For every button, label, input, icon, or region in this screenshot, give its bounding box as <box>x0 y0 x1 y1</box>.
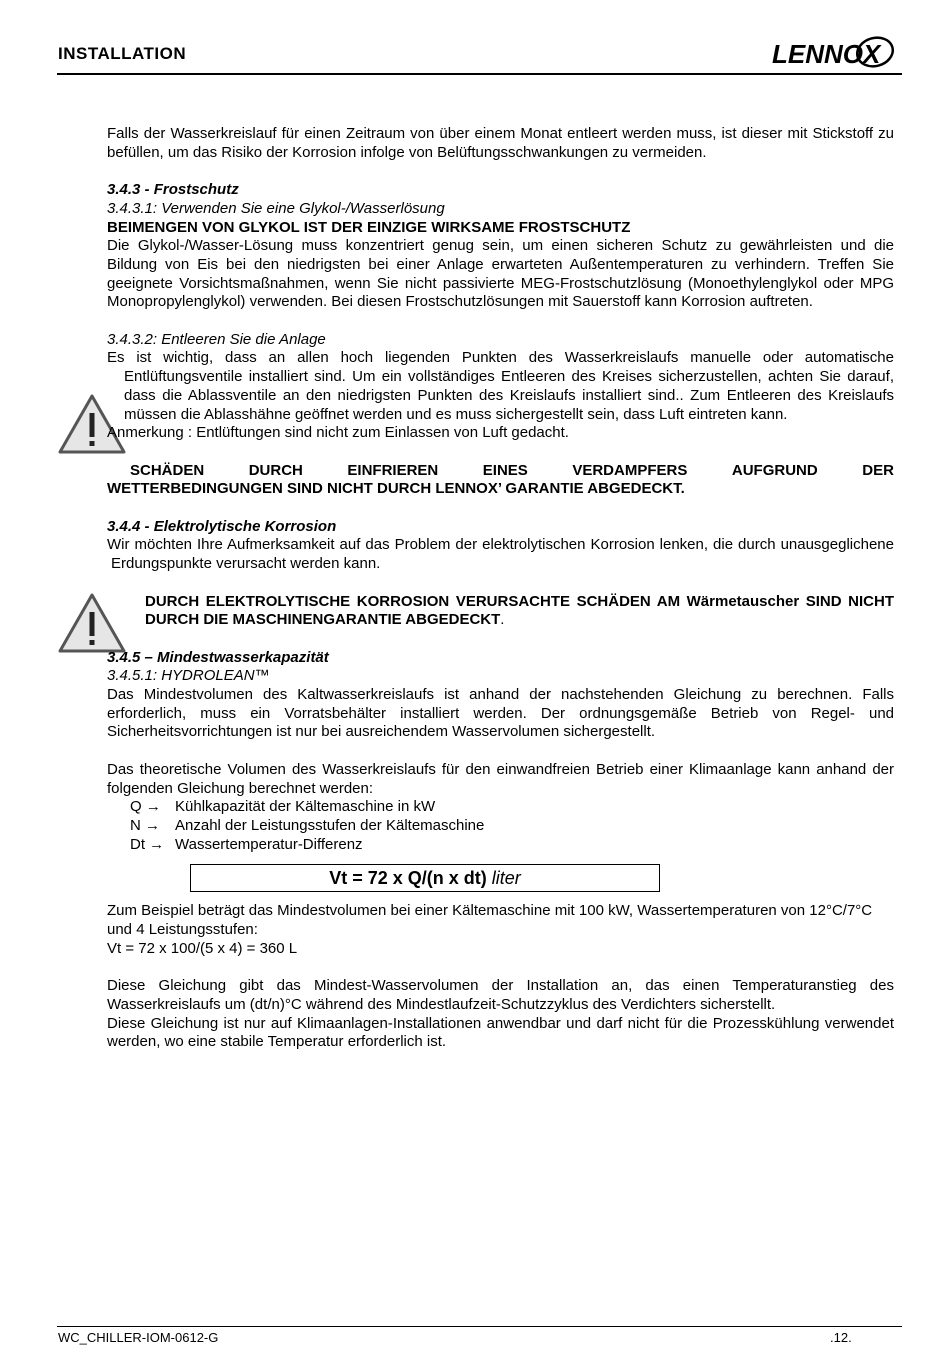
glycol-paragraph: Die Glykol-/Wasser-Lösung muss konzentriert genug sein, um einen sicheren Schutz zu gewährleisten und die Bildung von Eis bei den niedrigsten bei einer Anlage erwarteten Außentemperaturen zu verhindern. Treffen Sie geeignete Vorsichtsmaßnahmen, wenn Sie nicht passivierte MEG-Frostschutzlösung (Monoethylenglykol oder MPG Monopropylenglykol) verwenden. Bei diesen Frostschutzlösungen mit Sauerstoff kann Korrosion auftreten. <box>107 237 894 311</box>
definition-item: Dt → Wassertemperatur-Differenz <box>130 835 363 853</box>
example-calculation: Vt = 72 x 100/(5 x 4) = 360 L <box>107 939 298 957</box>
subsection-heading-3-4-3-1: 3.4.3.1: Verwenden Sie eine Glykol-/Wasserlösung <box>107 199 445 217</box>
intro-paragraph: Falls der Wasserkreislauf für einen Zeitraum von über einem Monat entleert werden muss, ist dieser mit Stickstoff zu befüllen, um das Risiko der Korrosion infolge von Belüftungsschwankungen zu vermeiden. <box>107 125 894 161</box>
definition-item: Q → Kühlkapazität der Kältemaschine in kW <box>130 798 436 816</box>
subsection-heading-3-4-5-1: 3.4.5.1: HYDROLEAN™ <box>107 667 270 685</box>
volume-paragraph-3: Diese Gleichung gibt das Mindest-Wasservolumen der Installation an, das einen Temperaturanstieg des Wasserkreislaufs um (dt/n)°C während des Mindestlaufzeit-Schutzzyklus des Verdichters sicherstellt. <box>107 977 894 1013</box>
corrosion-warning: DURCH ELEKTROLYTISCHE KORROSION VERURSACHTE SCHÄDEN AM Wärmetauscher SIND NICHT DURCH DIE MASCHINENGARANTIE ABGEDECKT. <box>145 592 894 629</box>
formula: Vt = 72 x Q/(n x dt) <box>329 867 487 888</box>
formula-box <box>190 864 660 892</box>
subsection-heading-3-4-3-2: 3.4.3.2: Entleeren Sie die Anlage <box>107 330 326 348</box>
footer-divider <box>57 1326 902 1327</box>
document-body <box>107 125 894 1052</box>
example-paragraph: Zum Beispiel beträgt das Mindestvolumen bei einer Kältemaschine mit 100 kW, Wassertemperaturen von 12°C/7°C und 4 Leistungsstufen: <box>107 902 873 939</box>
logo-text: LENNOX <box>772 39 881 69</box>
lennox-logo <box>768 34 898 74</box>
volume-paragraph-2: Das theoretische Volumen des Wasserkreislaufs für den einwandfreien Betrieb einer Klimaanlage kann anhand der folgenden Gleichung berechnet werden: <box>107 760 894 797</box>
frost-warning-line-2: WETTERBEDINGUNGEN SIND NICHT DURCH LENNOX’ GARANTIE ABGEDECKT. <box>107 480 685 498</box>
header-divider <box>57 73 902 75</box>
formula-unit: liter <box>491 867 521 888</box>
page-number: .12. <box>830 1330 852 1345</box>
page-header-title: INSTALLATION <box>58 44 187 63</box>
document-id: WC_CHILLER-IOM-0612-G <box>58 1330 219 1345</box>
corrosion-paragraph: Wir möchten Ihre Aufmerksamkeit auf das Problem der elektrolytischen Korrosion lenken, die durch unausgeglichene Erdungspunkte verursacht werden kann. <box>107 536 894 573</box>
drain-paragraph: Es ist wichtig, dass an allen hoch liegenden Punkten des Wasserkreislaufs manuelle oder automatische Entlüftungsventile installiert sind. Um ein vollständiges Entleeren des Kreises sicherzustellen, achten Sie darauf, dass die Ablassventile an den niedrigsten Punkten des Kreislaufs installiert sind.. Zum Entleeren des Kreislaufs müssen die Ablasshähne geöffnet werden und es muss sichergestellt sein, dass Luft eintreten kann. <box>107 349 894 423</box>
section-heading-3-4-3: 3.4.3 - Frostschutz <box>107 181 239 199</box>
drain-note: Anmerkung : Entlüftungen sind nicht zum Einlassen von Luft gedacht. <box>107 424 569 442</box>
definition-item: N → Anzahl der Leistungsstufen der Kältemaschine <box>130 816 485 834</box>
section-heading-3-4-4: 3.4.4 - Elektrolytische Korrosion <box>107 517 337 535</box>
glycol-notice: BEIMENGEN VON GLYKOL IST DER EINZIGE WIRKSAME FROSTSCHUTZ <box>107 218 631 236</box>
frost-warning-line: SCHÄDEN DURCH EINFRIEREN EINES VERDAMPFERS AUFGRUND DER <box>130 461 894 479</box>
volume-paragraph-4: Diese Gleichung ist nur auf Klimaanlagen-Installationen anwendbar und darf nicht für die Prozesskühlung verwendet werden, wo eine stabile Temperatur erforderlich ist. <box>107 1014 894 1051</box>
section-heading-3-4-5: 3.4.5 – Mindestwasserkapazität <box>107 648 329 666</box>
volume-paragraph-1: Das Mindestvolumen des Kaltwasserkreislaufs ist anhand der nachstehenden Gleichung zu berechnen. Falls erforderlich, muss ein Vorratsbehälter installiert werden. Der ordnungsgemäße Betrieb von Regel- und Sicherheitsvorrichtungen ist nur bei ausreichendem Wasservolumen sichergestellt. <box>107 686 894 741</box>
